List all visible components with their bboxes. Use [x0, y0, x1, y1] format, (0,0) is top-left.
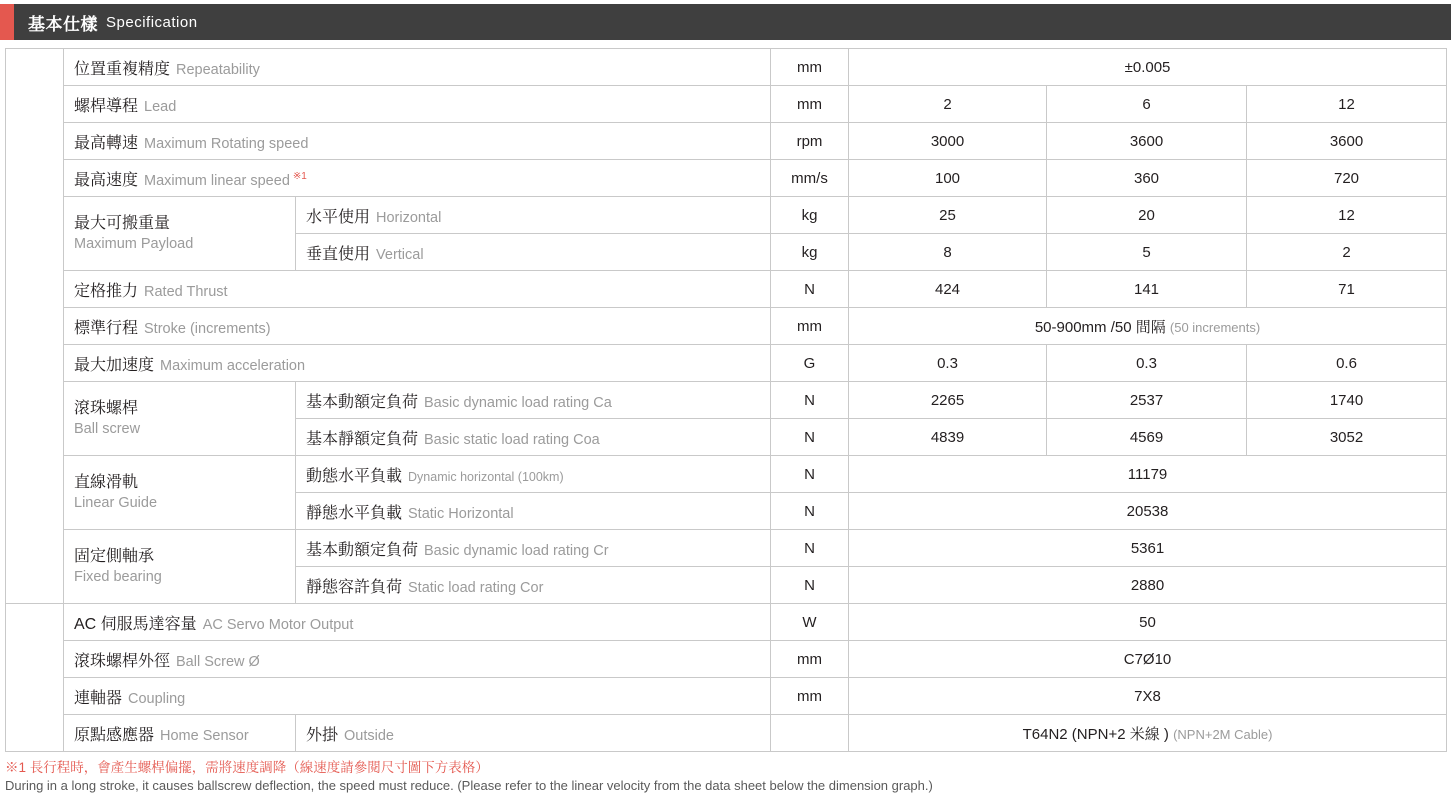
row-value: 141: [1047, 271, 1247, 308]
row-sublabel: 靜態容許負荷 Static load rating Cor: [296, 567, 771, 604]
footnote: [5, 759, 1451, 795]
row-value: 8: [849, 234, 1047, 271]
row-unit: mm: [771, 641, 849, 678]
row-label: 原點感應器 Home Sensor: [64, 715, 296, 752]
row-label: AC 伺服馬達容量 AC Servo Motor Output: [64, 604, 771, 641]
table-row: [6, 197, 1447, 234]
row-label: 連軸器 Coupling: [64, 678, 771, 715]
row-value: T64N2 (NPN+2 米線 ) (NPN+2M Cable): [849, 715, 1447, 752]
row-value: 3600: [1047, 123, 1247, 160]
row-value: 2265: [849, 382, 1047, 419]
row-label: 定格推力 Rated Thrust: [64, 271, 771, 308]
row-label: 螺桿導程 Lead: [64, 86, 771, 123]
row-unit: kg: [771, 234, 849, 271]
row-value: 2537: [1047, 382, 1247, 419]
table-row: [6, 530, 1447, 567]
table-row: [6, 715, 1447, 752]
row-value: 424: [849, 271, 1047, 308]
row-value: C7Ø10: [849, 641, 1447, 678]
row-unit: mm/s: [771, 160, 849, 197]
row-unit: N: [771, 382, 849, 419]
section-header: [0, 4, 1451, 40]
row-value: 0.6: [1247, 345, 1447, 382]
table-row: [6, 86, 1447, 123]
row-value: 5: [1047, 234, 1247, 271]
row-value: 6: [1047, 86, 1247, 123]
table-row: [6, 345, 1447, 382]
row-label: 直線滑軌 Linear Guide: [64, 456, 296, 530]
row-unit: N: [771, 530, 849, 567]
row-value: 7X8: [849, 678, 1447, 715]
row-value: 4569: [1047, 419, 1247, 456]
row-unit: N: [771, 567, 849, 604]
row-value: 3052: [1247, 419, 1447, 456]
table-row: [6, 604, 1447, 641]
row-label: 最大可搬重量 Maximum Payload: [64, 197, 296, 271]
row-value: 11179: [849, 456, 1447, 493]
table-row: [6, 49, 1447, 86]
row-label: 最高速度 Maximum linear speed $^{※1}$: [64, 160, 771, 197]
row-value: 20538: [849, 493, 1447, 530]
row-value: 4839: [849, 419, 1047, 456]
row-unit: W: [771, 604, 849, 641]
row-sublabel: 垂直使用 Vertical: [296, 234, 771, 271]
row-unit: rpm: [771, 123, 849, 160]
row-value: 0.3: [1047, 345, 1247, 382]
table-row: [6, 678, 1447, 715]
table-row: [6, 271, 1447, 308]
row-label: 滾珠螺桿外徑 Ball Screw Ø: [64, 641, 771, 678]
row-unit: mm: [771, 678, 849, 715]
header-title-en: Specification: [106, 13, 198, 31]
header-title-cn: 基本仕樣: [28, 14, 98, 34]
row-value: 2: [1247, 234, 1447, 271]
row-sublabel: 靜態水平負載 Static Horizontal: [296, 493, 771, 530]
row-value: 1740: [1247, 382, 1447, 419]
specification-table: [5, 48, 1447, 752]
row-value: 3000: [849, 123, 1047, 160]
header-accent-bar: [0, 4, 14, 40]
row-unit: kg: [771, 197, 849, 234]
row-value: 12: [1247, 197, 1447, 234]
row-value: 720: [1247, 160, 1447, 197]
row-value: 3600: [1247, 123, 1447, 160]
row-value: 100: [849, 160, 1047, 197]
row-label: 固定側軸承 Fixed bearing: [64, 530, 296, 604]
row-sublabel: 基本靜額定負荷 Basic static load rating Coa: [296, 419, 771, 456]
row-value: 2880: [849, 567, 1447, 604]
row-unit: mm: [771, 49, 849, 86]
row-unit: N: [771, 493, 849, 530]
row-unit: N: [771, 271, 849, 308]
spec-sheet-page: [0, 4, 1451, 804]
row-sublabel: 外掛 Outside: [296, 715, 771, 752]
table-row: [6, 123, 1447, 160]
table-row: [6, 308, 1447, 345]
row-label: 位置重複精度 Repeatability: [64, 49, 771, 86]
row-value: 0.3: [849, 345, 1047, 382]
row-sublabel: 基本動額定負荷 Basic dynamic load rating Cr: [296, 530, 771, 567]
row-unit: [771, 715, 849, 752]
row-value: 5361: [849, 530, 1447, 567]
row-label: 滾珠螺桿 Ball screw: [64, 382, 296, 456]
row-value: ±0.005: [849, 49, 1447, 86]
row-unit: N: [771, 419, 849, 456]
table-row: [6, 456, 1447, 493]
row-label: 標準行程 Stroke (increments): [64, 308, 771, 345]
row-unit: mm: [771, 86, 849, 123]
footnote-en: During in a long stroke, it causes ballscrew deflection, the speed must reduce. (Please refer to the linear velocity from the data sheet below the dimension graph.): [5, 778, 933, 794]
row-value: 2: [849, 86, 1047, 123]
table-row: [6, 382, 1447, 419]
header-title-bar: [14, 4, 1451, 40]
row-sublabel: 動態水平負載 Dynamic horizontal (100km): [296, 456, 771, 493]
row-unit: N: [771, 456, 849, 493]
row-value: 20: [1047, 197, 1247, 234]
footnote-cn: ※1 長行程時，會產生螺桿偏擺，需將速度調降（線速度請參閱尺寸圖下方表格）: [5, 760, 489, 775]
row-sublabel: 水平使用 Horizontal: [296, 197, 771, 234]
table-row: [6, 160, 1447, 197]
group-label-performance: 性能: [6, 49, 64, 604]
row-label: 最高轉速 Maximum Rotating speed: [64, 123, 771, 160]
row-sublabel: 基本動額定負荷 Basic dynamic load rating Ca: [296, 382, 771, 419]
row-value: 360: [1047, 160, 1247, 197]
table-row: [6, 641, 1447, 678]
row-value: 50-900mm /50 間隔 (50 increments): [849, 308, 1447, 345]
group-label-parts: 部品: [6, 604, 64, 752]
row-value: 12: [1247, 86, 1447, 123]
row-value: 25: [849, 197, 1047, 234]
row-unit: mm: [771, 308, 849, 345]
row-label: 最大加速度 Maximum acceleration: [64, 345, 771, 382]
row-value: 50: [849, 604, 1447, 641]
row-unit: G: [771, 345, 849, 382]
footnote-marker: ※1: [292, 170, 307, 182]
row-value: 71: [1247, 271, 1447, 308]
